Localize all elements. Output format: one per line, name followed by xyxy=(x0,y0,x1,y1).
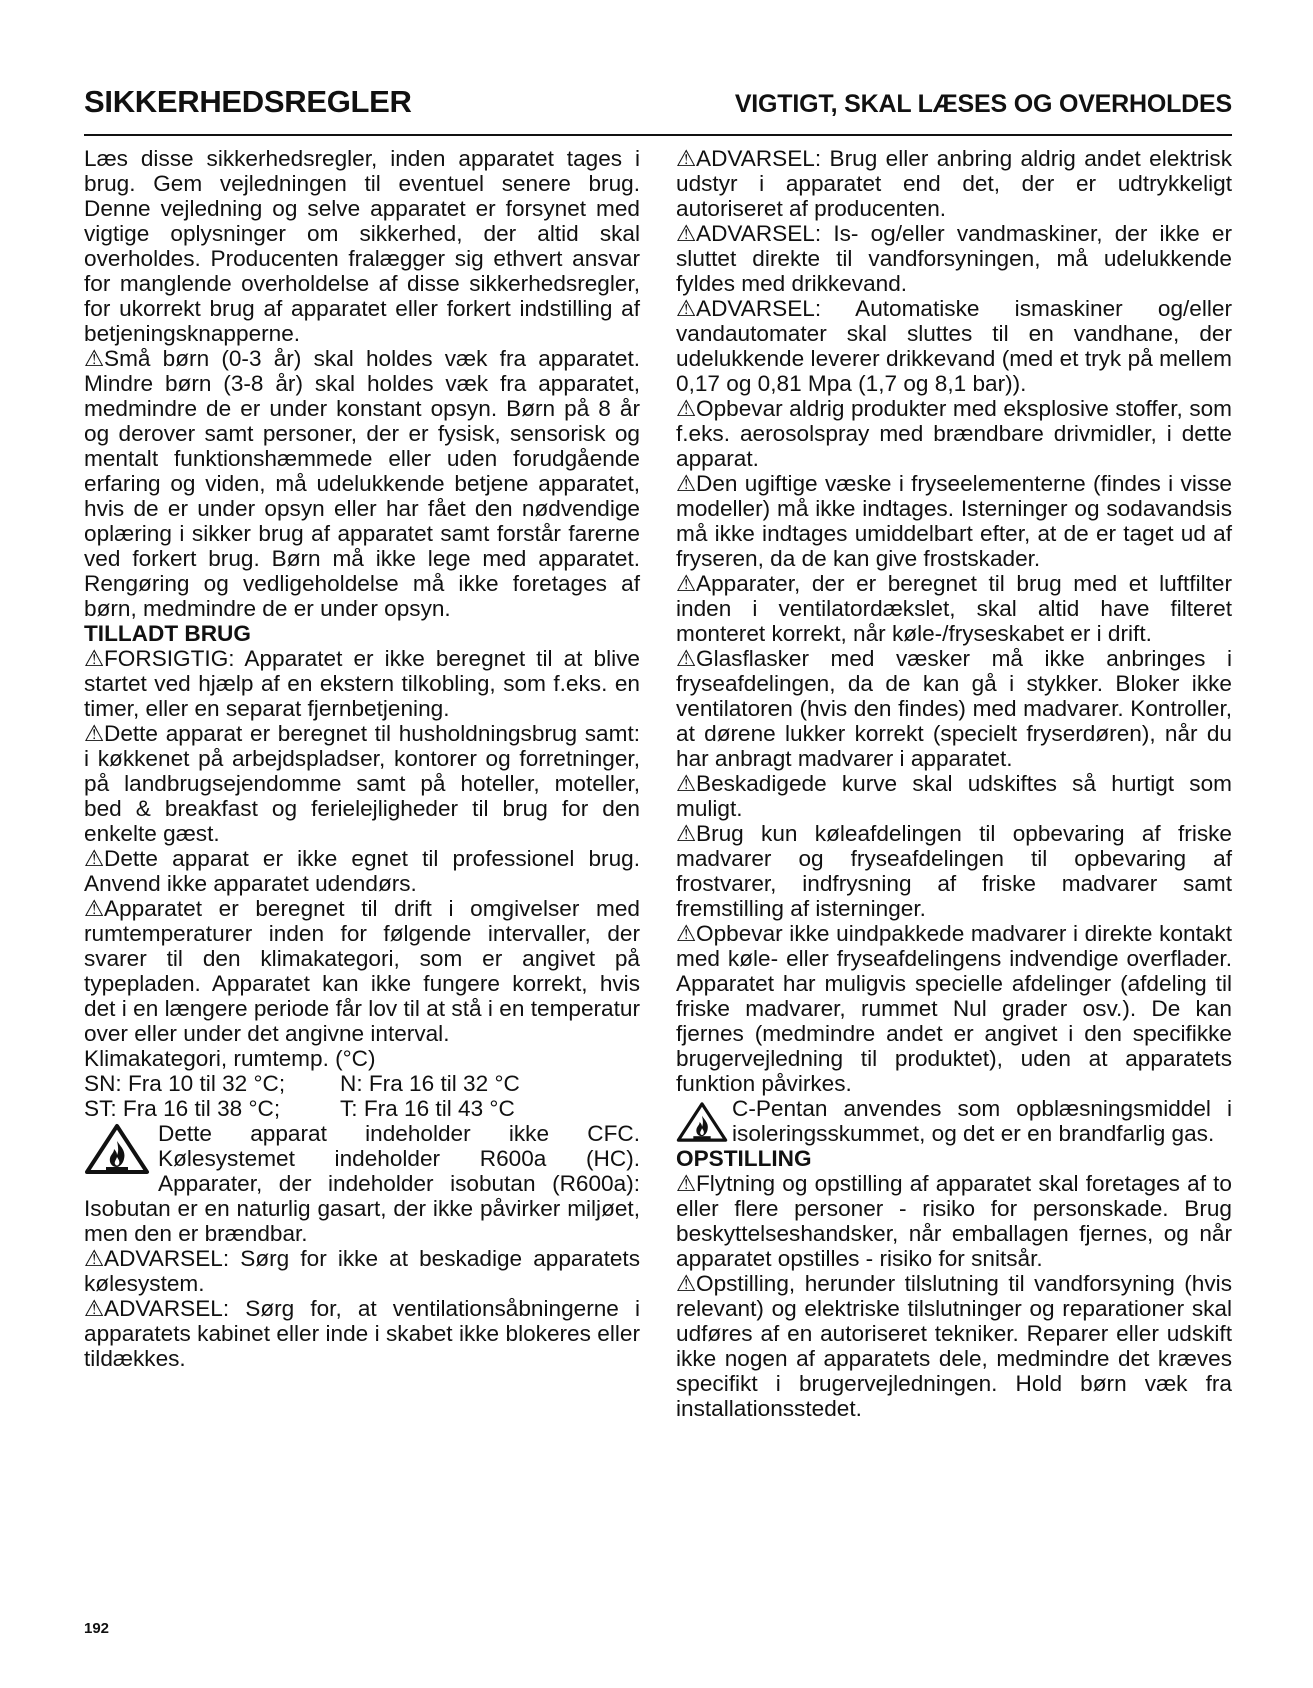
advarsel-automatiske-paragraph: ⚠ADVARSEL: Automatiske ismaskiner og/eller vandautomater skal sluttes til en vandhane, der udelukkende leverer drikkevand (med et tryk på mellem 0,17 og 0,81 Mpa (1,7 og 8,1 bar)). xyxy=(676,296,1232,396)
glasflasker-paragraph: ⚠Glasflasker med væsker må ikke anbringes i fryseafdelingen, da de kan gå i stykker. Bloker ikke ventilatoren (hvis den findes) med madvarer. Kontroller, at dørene lukker korrekt (specielt fryserdøren), når du har anbragt madvarer i apparatet. xyxy=(676,646,1232,771)
klima-row xyxy=(84,1096,640,1121)
advarsel-kolesystem-paragraph: ⚠ADVARSEL: Sørg for ikke at beskadige apparatets kølesystem. xyxy=(84,1246,640,1296)
luftfilter-paragraph: ⚠Apparater, der er beregnet til brug med et luftfilter inden i ventilatordækslet, skal altid have filteret monteret korrekt, når køle-/fryseskabet er i drift. xyxy=(676,571,1232,646)
section-heading-opstilling: OPSTILLING xyxy=(676,1146,812,1171)
header-rule xyxy=(84,134,1232,136)
page-header xyxy=(84,84,1232,128)
warning-triangle-icon: ⚠ xyxy=(676,571,697,596)
warning-triangle-icon: ⚠ xyxy=(676,471,697,496)
warning-triangle-icon: ⚠ xyxy=(84,846,105,871)
klima-row xyxy=(84,1071,640,1096)
klima-table xyxy=(84,1046,640,1121)
advarsel-elektrisk-paragraph: ⚠ADVARSEL: Brug eller anbring aldrig andet elektrisk udstyr i apparatet end det, der er udtrykkeligt autoriseret af producenten. xyxy=(676,146,1232,221)
page-number: 192 xyxy=(84,1620,110,1637)
eksplosive-paragraph: ⚠Opbevar aldrig produkter med eksplosive stoffer, som f.eks. aerosolspray med brændbare drivmidler, i dette apparat. xyxy=(676,396,1232,471)
document-page xyxy=(84,84,1232,1421)
ugiftige-paragraph: ⚠Den ugiftige væske i fryseelementerne (findes i visse modeller) må ikke indtages. Isterninger og sodavandsis må ikke indtages umiddelbart efter, at de er taget ud af fryseren, da de kan give frostskader. xyxy=(676,471,1232,571)
warning-triangle-icon: ⚠ xyxy=(676,771,697,796)
warning-triangle-icon: ⚠ xyxy=(84,646,105,671)
warning-triangle-icon: ⚠ xyxy=(676,1171,697,1196)
kurve-paragraph: ⚠Beskadigede kurve skal udskiftes så hurtigt som muligt. xyxy=(676,771,1232,821)
uindpakkede-paragraph: ⚠Opbevar ikke uindpakkede madvarer i direkte kontakt med køle- eller fryseafdelingens indvendige overflader. Apparatet har muligvis specielle afdelinger (afdeling til friske madvarer, rummet Nul grader osv.). De kan fjernes (medmindre andet er angivet i den specifikke brugervejledning til produktet), uden at apparatets funktion påvirkes. xyxy=(676,921,1232,1096)
advarsel-ventilation-paragraph: ⚠ADVARSEL: Sørg for, at ventilationsåbningerne i apparatets kabinet eller inde i skabet ikke blokeres eller tildækkes. xyxy=(84,1296,640,1371)
page-subtitle: VIGTIGT, SKAL LÆSES OG OVERHOLDES xyxy=(734,90,1232,118)
klima-sn: SN: Fra 10 til 32 °C; xyxy=(84,1071,286,1096)
warning-triangle-icon: ⚠ xyxy=(676,296,697,321)
warning-triangle-icon: ⚠ xyxy=(84,346,105,371)
warning-triangle-icon: ⚠ xyxy=(676,146,697,171)
warning-triangle-icon: ⚠ xyxy=(676,921,697,946)
klima-t: T: Fra 16 til 43 °C xyxy=(340,1096,515,1121)
warning-triangle-icon: ⚠ xyxy=(676,821,697,846)
klima-n: N: Fra 16 til 32 °C xyxy=(340,1071,520,1096)
page-title: SIKKERHEDSREGLER xyxy=(84,84,412,119)
flammable-warning-icon xyxy=(84,1123,150,1175)
warning-triangle-icon: ⚠ xyxy=(676,646,697,671)
professionel-paragraph: ⚠Dette apparat er ikke egnet til professionel brug. Anvend ikke apparatet udendørs. xyxy=(84,846,640,896)
warning-triangle-icon: ⚠ xyxy=(676,396,697,421)
children-paragraph: ⚠Små børn (0-3 år) skal holdes væk fra apparatet. Mindre børn (3-8 år) skal holdes væk fra apparatet, medmindre de er under konstant opsyn. Børn på 8 år og derover samt personer, der er fysisk, sensorisk og mentalt funktionshæmmede eller uden forudgående erfaring og viden, må udelukkende betjene apparatet, hvis de er under opsyn eller har fået den nødvendige oplæring i sikker brug af apparatet samt forstår farerne ved forkert brug. Børn må ikke lege med apparatet. Rengøring og vedligeholdelse må ikke foretages af børn, medmindre de er under opsyn. xyxy=(84,346,640,621)
warning-triangle-icon: ⚠ xyxy=(676,221,697,246)
section-heading-tilladt-brug: TILLADT BRUG xyxy=(84,621,251,646)
forsigtig-paragraph: ⚠FORSIGTIG: Apparatet er ikke beregnet til at blive startet ved hjælp af en ekstern tilkobling, som f.eks. en timer, eller en separat fjernbetjening. xyxy=(84,646,640,721)
drift-paragraph: ⚠Apparatet er beregnet til drift i omgivelser med rumtemperaturer inden for følgende intervaller, der svarer til den klimakategori, som er angivet på typepladen. Apparatet kan ikke fungere korrekt, hvis det i en længere periode får lov til at stå i en temperatur over eller under det angivne interval. xyxy=(84,896,640,1046)
flytning-paragraph: ⚠Flytning og opstilling af apparatet skal foretages af to eller flere personer - risiko for personskade. Brug beskyttelseshandsker, når emballagen fjernes, og når apparatet opstilles - risiko for snitsår. xyxy=(676,1171,1232,1271)
warning-triangle-icon: ⚠ xyxy=(84,896,105,921)
warning-triangle-icon: ⚠ xyxy=(676,1271,697,1296)
koleafdelingen-paragraph: ⚠Brug kun køleafdelingen til opbevaring af friske madvarer og fryseafdelingen til opbevaring af frostvarer, indfrysning af friske madvarer samt fremstilling af isterninger. xyxy=(676,821,1232,921)
warning-triangle-icon: ⚠ xyxy=(84,721,105,746)
cpentan-paragraph: C-Pentan anvendes som opblæsningsmiddel i isoleringsskummet, og det er en brandfarlig gas. xyxy=(676,1096,1232,1146)
warning-triangle-icon: ⚠ xyxy=(84,1246,105,1271)
flammable-warning-icon xyxy=(676,1098,728,1146)
warning-triangle-icon: ⚠ xyxy=(84,1296,105,1321)
klima-title: Klimakategori, rumtemp. (°C) xyxy=(84,1046,376,1071)
klima-st: ST: Fra 16 til 38 °C; xyxy=(84,1096,281,1121)
right-column xyxy=(676,146,1232,1421)
left-column xyxy=(84,146,640,1371)
cfc-paragraph: Dette apparat indeholder ikke CFC. Kølesystemet indeholder R600a (HC). Apparater, der indeholder isobutan (R600a): Isobutan er en naturlig gasart, der ikke påvirker miljøet, men den er brændbar. xyxy=(84,1121,640,1246)
advarsel-is-paragraph: ⚠ADVARSEL: Is- og/eller vandmaskiner, der ikke er sluttet direkte til vandforsyningen, må udelukkende fyldes med drikkevand. xyxy=(676,221,1232,296)
husholdning-paragraph: ⚠Dette apparat er beregnet til husholdningsbrug samt: i køkkenet på arbejdspladser, kontorer og forretninger, på landbrugsejendomme samt på hoteller, moteller, bed & breakfast og ferielejligheder til brug for den enkelte gæst. xyxy=(84,721,640,846)
opstilling-paragraph: ⚠Opstilling, herunder tilslutning til vandforsyning (hvis relevant) og elektriske tilslutninger og reparationer skal udføres af en autoriseret tekniker. Reparer eller udskift ikke nogen af apparatets dele, medmindre det kræves specifikt i brugervejledningen. Hold børn væk fra installationsstedet. xyxy=(676,1271,1232,1421)
intro-paragraph: Læs disse sikkerhedsregler, inden apparatet tages i brug. Gem vejledningen til eventuel senere brug. Denne vejledning og selve apparatet er forsynet med vigtige oplysninger om sikkerhed, der altid skal overholdes. Producenten fralægger sig ethvert ansvar for manglende overholdelse af disse sikkerhedsregler, for ukorrekt brug af apparatet eller forkert indstilling af betjeningsknapperne. xyxy=(84,146,640,346)
